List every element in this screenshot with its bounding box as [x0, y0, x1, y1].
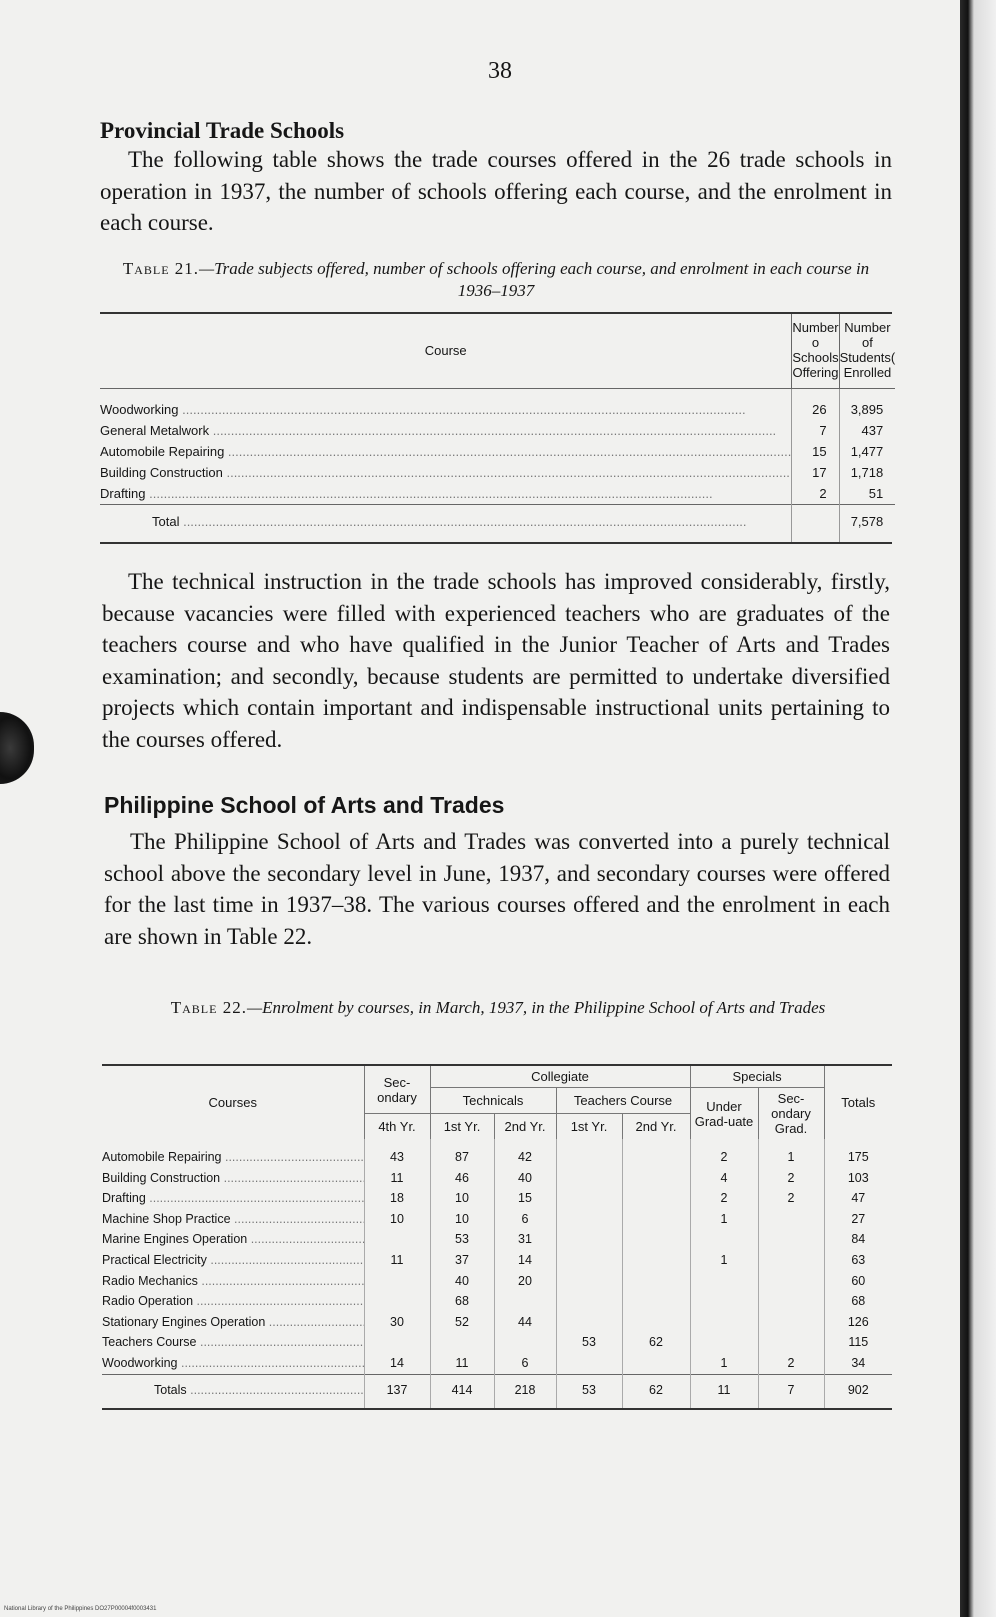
cell-sec: 14: [364, 1353, 430, 1374]
cell-t2: 6: [494, 1209, 556, 1230]
cell-t2: 40: [494, 1168, 556, 1189]
cell-t2: 14: [494, 1250, 556, 1271]
table22-body: [102, 1139, 892, 1408]
course-name: Stationary Engines Operation .....: [102, 1312, 364, 1333]
table-row: [102, 1168, 892, 1189]
total-sec: 137: [364, 1374, 430, 1408]
cell-tc2: [622, 1139, 690, 1168]
cell-tc2: [622, 1229, 690, 1250]
table21-caption: [100, 258, 892, 302]
total-ug: 11: [690, 1374, 758, 1408]
cell-sg: [758, 1229, 824, 1250]
total-sg: 7: [758, 1374, 824, 1408]
cell-t2: 6: [494, 1353, 556, 1374]
cell-sg: 2: [758, 1188, 824, 1209]
course-name: Machine Shop Practice .....: [102, 1209, 364, 1230]
table-row: [102, 1291, 892, 1312]
table22-caption: [104, 996, 892, 1020]
footer-credit: National Library of the Philippines DO27P00004f0003431: [4, 1606, 157, 1612]
cell-total: 68: [824, 1291, 892, 1312]
cell-total: 103: [824, 1168, 892, 1189]
table-row: [100, 389, 895, 421]
table22-header-courses: Courses: [208, 1095, 257, 1110]
total-schools: [792, 505, 839, 543]
cell-sg: 2: [758, 1168, 824, 1189]
course-name: Radio Mechanics .....: [102, 1271, 364, 1292]
table-row: [102, 1332, 892, 1353]
cell-total: 47: [824, 1188, 892, 1209]
total-total: 902: [824, 1374, 892, 1408]
students-count: 1,718: [839, 462, 895, 483]
cell-total: 27: [824, 1209, 892, 1230]
cell-t2: 15: [494, 1188, 556, 1209]
total-tc2: 62: [622, 1374, 690, 1408]
course-name: Drafting .....: [102, 1188, 364, 1209]
cell-ug: [690, 1312, 758, 1333]
cell-t2: 20: [494, 1271, 556, 1292]
cell-tc1: [556, 1271, 622, 1292]
total-label: Total .....: [100, 505, 792, 543]
section-heading-provincial-trade-schools: Provincial Trade Schools: [100, 118, 345, 143]
total-t2: 218: [494, 1374, 556, 1408]
cell-t2: 44: [494, 1312, 556, 1333]
table-row: [102, 1271, 892, 1292]
table-row: [100, 483, 895, 505]
cell-ug: [690, 1332, 758, 1353]
table22-header-secondary: Sec-ondary: [364, 1066, 430, 1114]
cell-t1: 46: [430, 1168, 494, 1189]
students-count: 1,477: [839, 441, 895, 462]
table22-header-totals: Totals: [824, 1066, 892, 1139]
cell-tc2: [622, 1188, 690, 1209]
schools-count: 7: [792, 420, 839, 441]
cell-sg: [758, 1209, 824, 1230]
table22-header-technicals: Technicals: [430, 1088, 556, 1114]
schools-count: 2: [792, 483, 839, 505]
total-students: 7,578: [839, 505, 895, 543]
cell-sg: 1: [758, 1139, 824, 1168]
cell-total: 63: [824, 1250, 892, 1271]
course-name: Radio Operation .....: [102, 1291, 364, 1312]
cell-total: 60: [824, 1271, 892, 1292]
table21-body: [100, 389, 895, 543]
table22-header-4th-yr: 4th Yr.: [364, 1114, 430, 1139]
cell-tc1: [556, 1209, 622, 1230]
table21-header-students: Number of Students( Enrolled: [839, 314, 895, 389]
table-row: [100, 462, 895, 483]
course-name: Woodworking .....: [102, 1353, 364, 1374]
cell-sg: 2: [758, 1353, 824, 1374]
table22-header-tech-1st-yr: 1st Yr.: [430, 1114, 494, 1139]
cell-tc2: [622, 1250, 690, 1271]
total-tc1: 53: [556, 1374, 622, 1408]
cell-t2: 31: [494, 1229, 556, 1250]
cell-t1: 52: [430, 1312, 494, 1333]
cell-sec: [364, 1271, 430, 1292]
cell-ug: 1: [690, 1250, 758, 1271]
table22-header-tech-2nd-yr: 2nd Yr.: [494, 1114, 556, 1139]
cell-tc2: [622, 1353, 690, 1374]
cell-total: 175: [824, 1139, 892, 1168]
table-row: [100, 441, 895, 462]
cell-sec: 11: [364, 1168, 430, 1189]
table-row: [102, 1250, 892, 1271]
cell-tc2: [622, 1291, 690, 1312]
table21-header-course: Course: [100, 314, 792, 389]
cell-tc2: [622, 1312, 690, 1333]
cell-t2: 42: [494, 1139, 556, 1168]
paragraph-psat: The Philippine School of Arts and Trades was converted into a purely technical school above the secondary level in June, 1937, and secondary courses were offered for the last time in 1937–38. The various courses offered and the enrolment in each are shown in Table 22.: [104, 829, 890, 949]
students-count: 437: [839, 420, 895, 441]
course-name: Woodworking .....: [100, 389, 792, 421]
table-row: [102, 1139, 892, 1168]
table22-header-secondary-grad: Sec-ondary Grad.: [758, 1088, 824, 1140]
course-name: General Metalwork .....: [100, 420, 792, 441]
cell-sec: [364, 1291, 430, 1312]
paragraph-technical-instruction: The technical instruction in the trade schools has improved considerably, firstly, because vacancies were filled with experienced teachers who are graduates of the teachers course and who have qualified in the Junior Teacher of Arts and Trades examination; and secondly, because students are permitted to undertake diversified projects which contain important and indispensable instructional units pertaining to the courses offered.: [102, 569, 890, 752]
table-row: [102, 1229, 892, 1250]
table22-header-under-graduate: Under Grad-uate: [690, 1088, 758, 1140]
course-name: Drafting .....: [100, 483, 792, 505]
cell-tc1: [556, 1250, 622, 1271]
cell-ug: 2: [690, 1139, 758, 1168]
course-name: Automobile Repairing .....: [100, 441, 792, 462]
cell-ug: 1: [690, 1353, 758, 1374]
cell-sg: [758, 1332, 824, 1353]
total-t1: 414: [430, 1374, 494, 1408]
table22-header-teach-2nd-yr: 2nd Yr.: [622, 1114, 690, 1139]
cell-tc2: [622, 1209, 690, 1230]
cell-sec: [364, 1229, 430, 1250]
cell-total: 115: [824, 1332, 892, 1353]
cell-sec: 43: [364, 1139, 430, 1168]
table22-header-specials: Specials: [690, 1066, 824, 1088]
cell-tc1: 53: [556, 1332, 622, 1353]
course-name: Building Construction .....: [102, 1168, 364, 1189]
cell-sec: 18: [364, 1188, 430, 1209]
cell-sg: [758, 1250, 824, 1271]
cell-sg: [758, 1271, 824, 1292]
cell-tc1: [556, 1312, 622, 1333]
course-name: Teachers Course .....: [102, 1332, 364, 1353]
schools-count: 17: [792, 462, 839, 483]
students-count: 51: [839, 483, 895, 505]
table21: [100, 312, 896, 544]
cell-tc1: [556, 1168, 622, 1189]
cell-sec: 11: [364, 1250, 430, 1271]
cell-t2: [494, 1332, 556, 1353]
table22-caption-lead: Table 22.: [170, 998, 247, 1017]
table21-caption-lead: Table 21.: [122, 259, 200, 278]
table22: [102, 1064, 892, 1410]
cell-t1: 87: [430, 1139, 494, 1168]
cell-total: 126: [824, 1312, 892, 1333]
cell-ug: 1: [690, 1209, 758, 1230]
table21-caption-text: —Trade subjects offered, number of schools offering each course, and enrolment in each course in 1936–1937: [199, 259, 870, 300]
cell-t2: [494, 1291, 556, 1312]
course-name: Automobile Repairing .....: [102, 1139, 364, 1168]
cell-ug: 4: [690, 1168, 758, 1189]
cell-t1: 68: [430, 1291, 494, 1312]
cell-t1: 40: [430, 1271, 494, 1292]
table-row: [102, 1188, 892, 1209]
cell-ug: [690, 1271, 758, 1292]
page-number: 38: [488, 58, 512, 84]
table-total-row: [102, 1374, 892, 1408]
cell-tc2: [622, 1168, 690, 1189]
cell-t1: 37: [430, 1250, 494, 1271]
cell-t1: 53: [430, 1229, 494, 1250]
cell-total: 84: [824, 1229, 892, 1250]
course-name: Marine Engines Operation .....: [102, 1229, 364, 1250]
cell-sec: 30: [364, 1312, 430, 1333]
schools-count: 26: [792, 389, 839, 421]
cell-sg: [758, 1312, 824, 1333]
table22-header-teach-1st-yr: 1st Yr.: [556, 1114, 622, 1139]
table-row: [102, 1353, 892, 1374]
table-row: [102, 1312, 892, 1333]
cell-ug: 2: [690, 1188, 758, 1209]
course-name: Practical Electricity .....: [102, 1250, 364, 1271]
cell-ug: [690, 1229, 758, 1250]
table-total-row: [100, 505, 895, 543]
cell-t1: 10: [430, 1209, 494, 1230]
cell-tc1: [556, 1188, 622, 1209]
cell-tc1: [556, 1353, 622, 1374]
cell-sg: [758, 1291, 824, 1312]
table22-header-collegiate: Collegiate: [430, 1066, 690, 1088]
section-heading-psat: Philippine School of Arts and Trades: [104, 792, 505, 818]
cell-t1: 11: [430, 1353, 494, 1374]
paragraph-intro: The following table shows the trade courses offered in the 26 trade schools in operation in 1937, the number of schools offering each course, and the enrolment in each course.: [100, 147, 892, 235]
cell-tc1: [556, 1229, 622, 1250]
cell-tc2: 62: [622, 1332, 690, 1353]
course-name: Building Construction .....: [100, 462, 792, 483]
table22-caption-text: —Enrolment by courses, in March, 1937, in the Philippine School of Arts and Trades: [246, 998, 826, 1017]
cell-tc1: [556, 1291, 622, 1312]
cell-ug: [690, 1291, 758, 1312]
table21-header-schools: Number o Schools Offering: [792, 314, 839, 389]
schools-count: 15: [792, 441, 839, 462]
book-spine: [960, 0, 996, 1617]
table22-header-teachers-course: Teachers Course: [556, 1088, 690, 1114]
table-row: [100, 420, 895, 441]
students-count: 3,895: [839, 389, 895, 421]
cell-t1: [430, 1332, 494, 1353]
table-row: [102, 1209, 892, 1230]
cell-tc2: [622, 1271, 690, 1292]
cell-sec: 10: [364, 1209, 430, 1230]
cell-sec: [364, 1332, 430, 1353]
cell-t1: 10: [430, 1188, 494, 1209]
cell-total: 34: [824, 1353, 892, 1374]
totals-label: Totals .....: [102, 1374, 364, 1408]
cell-tc1: [556, 1139, 622, 1168]
